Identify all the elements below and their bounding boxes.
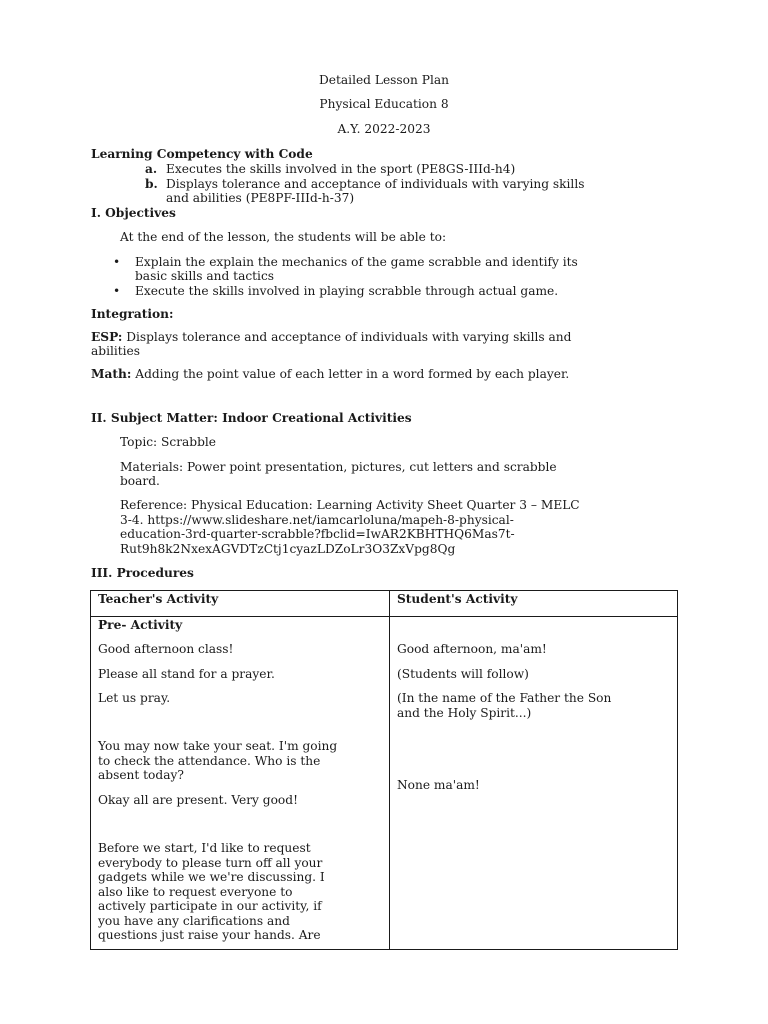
table-header-row xyxy=(91,591,678,617)
procedures-heading: III. Procedures xyxy=(91,566,194,580)
teacher-line: Let us pray. xyxy=(98,691,171,705)
teacher-activity-header: Teacher's Activity xyxy=(98,592,219,606)
teacher-header-cell xyxy=(91,591,390,617)
reference-line2: 3-4. https://www.slideshare.net/iamcarloluna/mapeh-8-physical- xyxy=(120,513,514,527)
student-line: None ma'am! xyxy=(397,778,480,792)
reference-line4: Rut9h8k2NxexAGVDTzCtj1cyazLDZoLr3O3ZxVpg8Qg xyxy=(120,542,456,556)
competency-item-b-line2: and abilities (PE8PF-IIId-h-37) xyxy=(166,191,355,205)
integration-math xyxy=(91,367,569,381)
integration-esp xyxy=(91,330,571,344)
academic-year: A.Y. 2022-2023 xyxy=(337,122,431,136)
teacher-line: You may now take your seat. I'm going xyxy=(98,739,338,753)
table-row xyxy=(91,617,678,950)
objective-2: Execute the skills involved in playing scrabble through actual game. xyxy=(135,284,559,298)
student-activity-header: Student's Activity xyxy=(397,592,518,606)
teacher-line: gadgets while we we're discussing. I xyxy=(98,870,325,884)
esp-text: Displays tolerance and acceptance of individuals with varying skills and xyxy=(122,330,572,344)
topic: Topic: Scrabble xyxy=(120,435,217,449)
reference-line1: Reference: Physical Education: Learning Activity Sheet Quarter 3 – MELC xyxy=(120,498,580,512)
procedures-table xyxy=(90,590,678,950)
math-label: Math: xyxy=(91,367,132,381)
integration-heading: Integration: xyxy=(91,307,174,321)
materials-line1: Materials: Power point presentation, pictures, cut letters and scrabble xyxy=(120,460,557,474)
student-line: Good afternoon, ma'am! xyxy=(397,642,547,656)
teacher-line: to check the attendance. Who is the xyxy=(98,754,321,768)
teacher-activity-cell xyxy=(91,617,390,950)
teacher-line: Please all stand for a prayer. xyxy=(98,667,275,681)
student-line: (Students will follow) xyxy=(397,667,529,681)
pre-activity-label: Pre- Activity xyxy=(98,618,183,632)
competency-item-b-line1: Displays tolerance and acceptance of individuals with varying skills xyxy=(166,177,585,191)
teacher-line: questions just raise your hands. Are xyxy=(98,928,321,942)
competency-marker-a: a. xyxy=(145,162,158,176)
reference-line3: education-3rd-quarter-scrabble?fbclid=IwAR2KBHTHQ6Mas7t- xyxy=(120,527,515,541)
objectives-heading: I. Objectives xyxy=(91,206,176,220)
teacher-line: absent today? xyxy=(98,768,184,782)
materials-line2: board. xyxy=(120,474,160,488)
competency-heading: Learning Competency with Code xyxy=(91,147,313,161)
teacher-line: Good afternoon class! xyxy=(98,642,234,656)
student-line: (In the name of the Father the Son xyxy=(397,691,612,705)
teacher-line: also like to request everyone to xyxy=(98,885,293,899)
student-header-cell xyxy=(390,591,678,617)
document-subject: Physical Education 8 xyxy=(319,97,449,111)
teacher-line: Before we start, I'd like to request xyxy=(98,841,311,855)
bullet-icon: • xyxy=(113,284,121,298)
math-text: Adding the point value of each letter in a word formed by each player. xyxy=(131,367,570,381)
document-title: Detailed Lesson Plan xyxy=(319,73,449,87)
student-line: and the Holy Spirit...) xyxy=(397,706,532,720)
objective-1-line2: basic skills and tactics xyxy=(135,269,275,283)
competency-marker-b: b. xyxy=(145,177,158,191)
esp-label: ESP: xyxy=(91,330,123,344)
bullet-icon: • xyxy=(113,255,121,269)
teacher-line: Okay all are present. Very good! xyxy=(98,793,298,807)
teacher-line: everybody to please turn off all your xyxy=(98,856,323,870)
objective-1-line1: Explain the explain the mechanics of the game scrabble and identify its xyxy=(135,255,578,269)
integration-esp-line2: abilities xyxy=(91,344,141,358)
teacher-line: you have any clarifications and xyxy=(98,914,290,928)
teacher-line: actively participate in our activity, if xyxy=(98,899,322,913)
objectives-intro: At the end of the lesson, the students will be able to: xyxy=(120,230,447,244)
student-activity-cell xyxy=(390,617,678,950)
competency-item-a: Executes the skills involved in the sport (PE8GS-IIId-h4) xyxy=(166,162,516,176)
subject-matter-heading: II. Subject Matter: Indoor Creational Activities xyxy=(91,411,412,425)
